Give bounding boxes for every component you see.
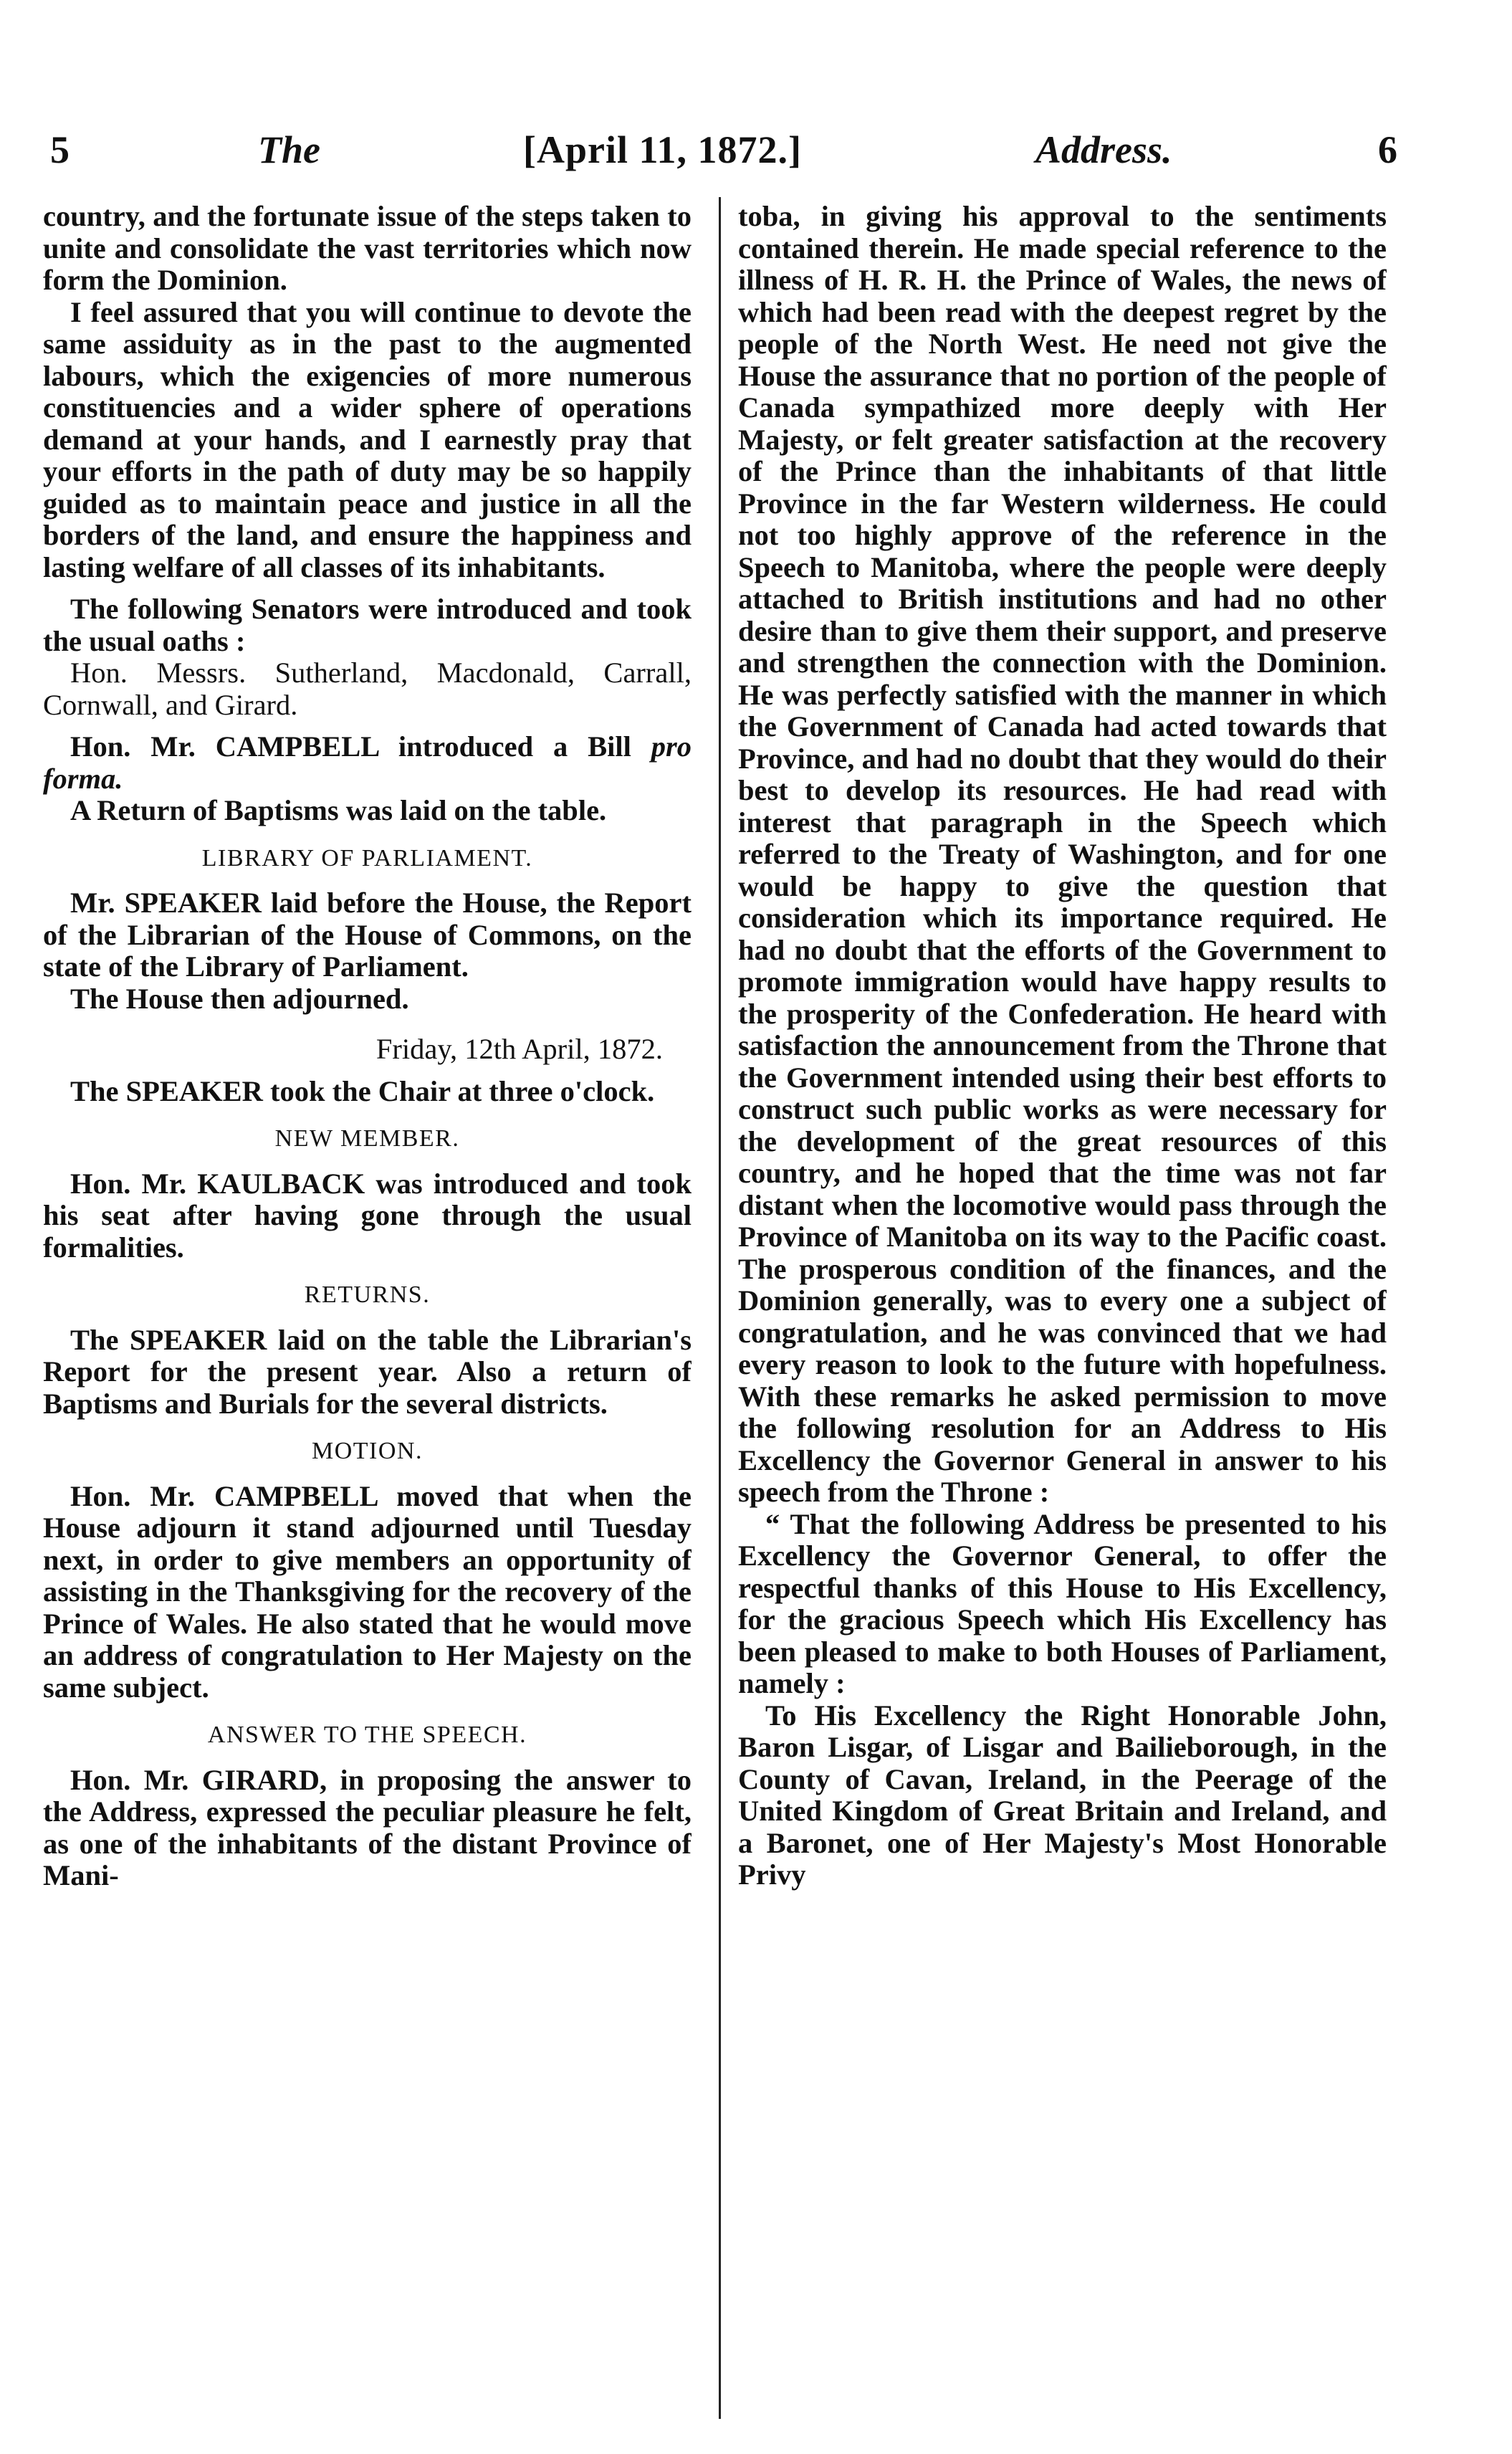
left-column <box>43 201 692 2422</box>
paragraph: Hon. Mr. GIRARD, in proposing the answer to the Address, expressed the peculiar pleasure he felt, as one of the inhabitants of the distant Province of Mani- <box>43 1763 692 1891</box>
paragraph <box>43 731 692 795</box>
paragraph: The House then adjourned. <box>70 982 409 1015</box>
address-salutation: To His Excellency the Right Honorable John, Baron Lisgar, of Lisgar and Bailieborough, in the County of Cavan, Ireland, in the Peerage of the United Kingdom of Great Britain and Ireland, and a Baronet, one of Her Majesty's Most Honorable Privy <box>738 1699 1387 1891</box>
paragraph: Hon. Mr. KAULBACK was introduced and took his seat after having gone through the usual formalities. <box>43 1167 692 1264</box>
address-quote: “ That the following Address be presented to his Excellency the Governor General, to offer the respectful thanks of this House to His Excellency, for the gracious Speech which His Excellency has been pleased to make to both Houses of Parliament, namely : <box>738 1507 1387 1699</box>
paragraph: The SPEAKER took the Chair at three o'clock. <box>70 1074 655 1107</box>
paragraph: I feel assured that you will continue to devote the same assiduity as in the past to the augmented labours, which the exigencies of more numerous constituencies and a wider sphere of operations demand at your hands, and I earnestly pray that your efforts in the path of duty may be so happily guided as to maintain peace and justice in all the borders of the land, and ensure the happiness and lasting welfare of all classes of its inhabitants. <box>43 295 692 583</box>
paragraph: The SPEAKER laid on the table the Librarian's Report for the present year. Also a return of Baptisms and Burials for the several districts. <box>43 1323 692 1420</box>
paragraph: The following Senators were introduced and took the usual oaths : <box>43 593 692 657</box>
section-heading: ANSWER TO THE SPEECH. <box>207 1722 527 1748</box>
section-heading: NEW MEMBER. <box>274 1125 460 1152</box>
session-dateline: Friday, 12th April, 1872. <box>375 1033 663 1065</box>
header-date: [April 11, 1872.] <box>523 128 802 171</box>
paragraph: Hon. Mr. CAMPBELL moved that when the House adjourn it stand adjourned until Tuesday next, in order to give members an opportunity of assisting in the Thanksgiving for the recovery of the Prince of Wales. He also stated that he would move an address of congratulation to Her Majesty on the same subject. <box>43 1479 692 1704</box>
section-heading: LIBRARY OF PARLIAMENT. <box>201 844 533 872</box>
right-page-number: 6 <box>1378 128 1397 171</box>
header-right-title: Address. <box>1035 128 1172 171</box>
section-heading: MOTION. <box>312 1438 423 1464</box>
paragraph: country, and the fortunate issue of the steps taken to unite and consolidate the vast territories which now form the Dominion. <box>43 201 692 296</box>
right-column <box>738 201 1387 2422</box>
paragraph: A Return of Baptisms was laid on the table. <box>70 794 607 826</box>
column-divider <box>719 197 721 2419</box>
text-run: pro forma. <box>43 730 692 795</box>
section-heading: RETURNS. <box>304 1281 431 1308</box>
text-run: Hon. Mr. CAMPBELL introduced a Bill <box>70 730 631 763</box>
paragraph: Mr. SPEAKER laid before the House, the Report of the Librarian of the House of Commons, on the state of the Library of Parliament. <box>43 887 692 983</box>
header-left-title: The <box>258 128 320 171</box>
paragraph: Hon. Messrs. Sutherland, Macdonald, Carrall, Cornwall, and Girard. <box>43 657 692 721</box>
running-header <box>50 128 1397 185</box>
paragraph: toba, in giving his approval to the sentiments contained therein. He made special reference to the illness of H. R. H. the Prince of Wales, the news of which had been read with the deepest regret by the people of the North West. He need not give the House the assurance that no portion of the people of Canada sympathized more deeply with Her Majesty, or felt greater satisfaction at the recovery of the Prince than the inhabitants of that little Province in the far Western wilderness. He could not too highly approve of the reference in the Speech to Manitoba, where the people were deeply attached to British institutions and had no other desire than to give them their support, and preserve and strengthen the connection with the Dominion. He was perfectly satisfied with the manner in which the Government of Canada had acted towards that Province, and had no doubt that they would do their best to develop its resources. He had read with interest that paragraph in the Speech which referred to the Treaty of Washington, and for one would be happy to give the question that consideration which its importance required. He had no doubt that the efforts of the Government to promote immigration would have happy results to the prosperity of the Confederation. He heard with satisfaction the announcement from the Throne that the Government intended using their best efforts to construct such public works as were necessary for the development of the great resources of this country, and he hoped that the time was not far distant when the locomotive would pass through the Province of Manitoba on its way to the Pacific coast. The prosperous condition of the finances, and the Dominion generally, was to every one a subject of congratulation, and he was convinced that we had every reason to look to the future with hopefulness. With these remarks he asked permission to move the following resolution for an Address to His Excellency the Governor General in answer to his speech from the Throne : <box>738 201 1387 1508</box>
left-page-number: 5 <box>50 128 70 171</box>
